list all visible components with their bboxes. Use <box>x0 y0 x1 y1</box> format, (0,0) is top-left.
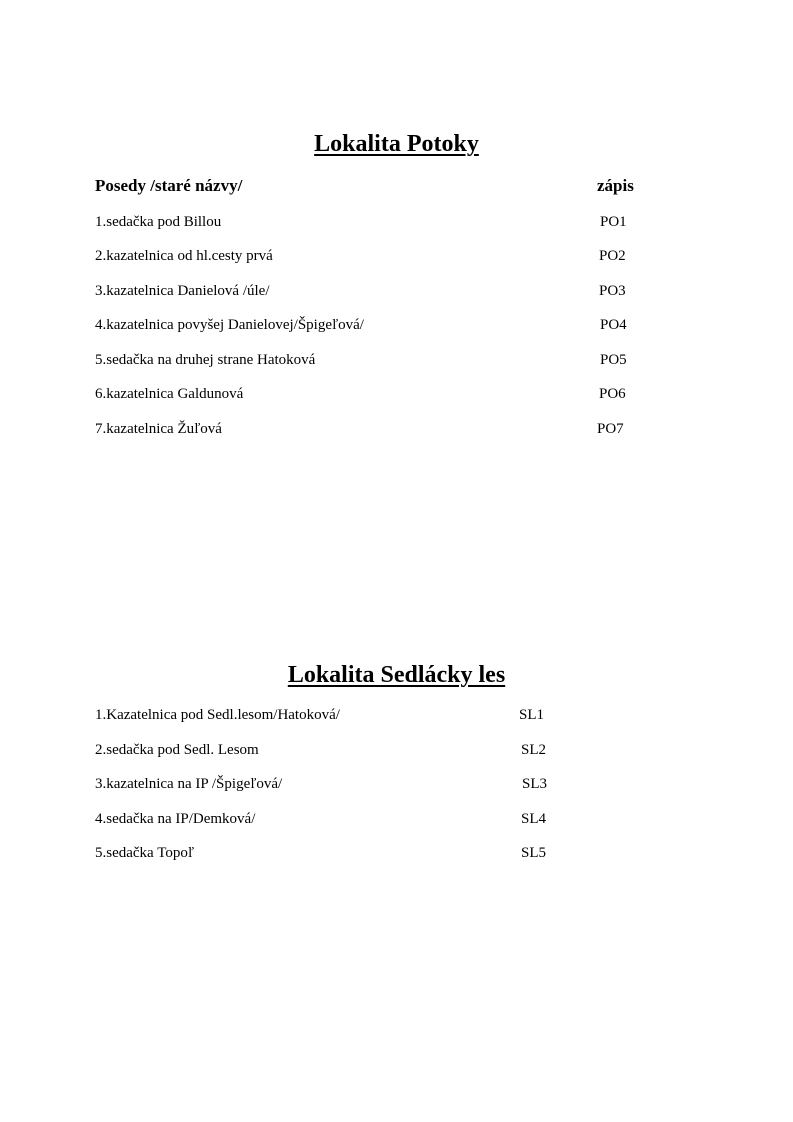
list-item <box>95 280 695 302</box>
table-header-potoky <box>95 175 695 197</box>
posed-name: 1.Kazatelnica pod Sedl.lesom/Hatoková/ <box>95 707 340 723</box>
posed-code: PO5 <box>600 352 627 368</box>
posed-name: 2.kazatelnica od hl.cesty prvá <box>95 248 273 264</box>
posed-code: PO3 <box>599 283 626 299</box>
posed-name: 2.sedačka pod Sedl. Lesom <box>95 742 259 758</box>
posed-code: SL3 <box>522 776 548 792</box>
posed-name: 1.sedačka pod Billou <box>95 214 222 230</box>
posed-code: SL4 <box>521 811 547 827</box>
posed-code: PO6 <box>599 386 626 402</box>
list-item <box>95 808 695 830</box>
list-item <box>95 349 695 371</box>
list-item <box>95 842 695 864</box>
posed-code: PO1 <box>600 214 627 230</box>
posed-code: PO7 <box>597 421 624 437</box>
section-title-potoky: Lokalita Potoky <box>314 131 479 157</box>
column-header-posedy: Posedy /staré názvy/ <box>95 176 243 195</box>
posed-name: 3.kazatelnica Danielová /úle/ <box>95 283 270 299</box>
posed-name: 5.sedačka Topoľ <box>95 845 194 861</box>
list-item <box>95 773 695 795</box>
posed-code: SL2 <box>521 742 547 758</box>
list-item <box>95 211 695 233</box>
list-item <box>95 418 695 440</box>
list-item <box>95 383 695 405</box>
posed-name: 5.sedačka na druhej strane Hatoková <box>95 352 316 368</box>
list-item <box>95 245 695 267</box>
posed-name: 7.kazatelnica Žuľová <box>95 421 222 437</box>
posed-code: SL5 <box>521 845 547 861</box>
posed-code: SL1 <box>519 707 545 723</box>
section-title-sedlacky-les: Lokalita Sedlácky les <box>287 662 506 688</box>
posed-name: 6.kazatelnica Galdunová <box>95 386 244 402</box>
list-item <box>95 704 695 726</box>
list-item <box>95 314 695 336</box>
posed-name: 3.kazatelnica na IP /Špigeľová/ <box>95 776 283 792</box>
posed-name: 4.sedačka na IP/Demková/ <box>95 811 256 827</box>
posed-code: PO4 <box>600 317 627 333</box>
column-header-zapis: zápis <box>597 176 634 195</box>
posed-code: PO2 <box>599 248 626 264</box>
list-item <box>95 739 695 761</box>
posed-name: 4.kazatelnica povyšej Danielovej/Špigeľová/ <box>95 317 364 333</box>
